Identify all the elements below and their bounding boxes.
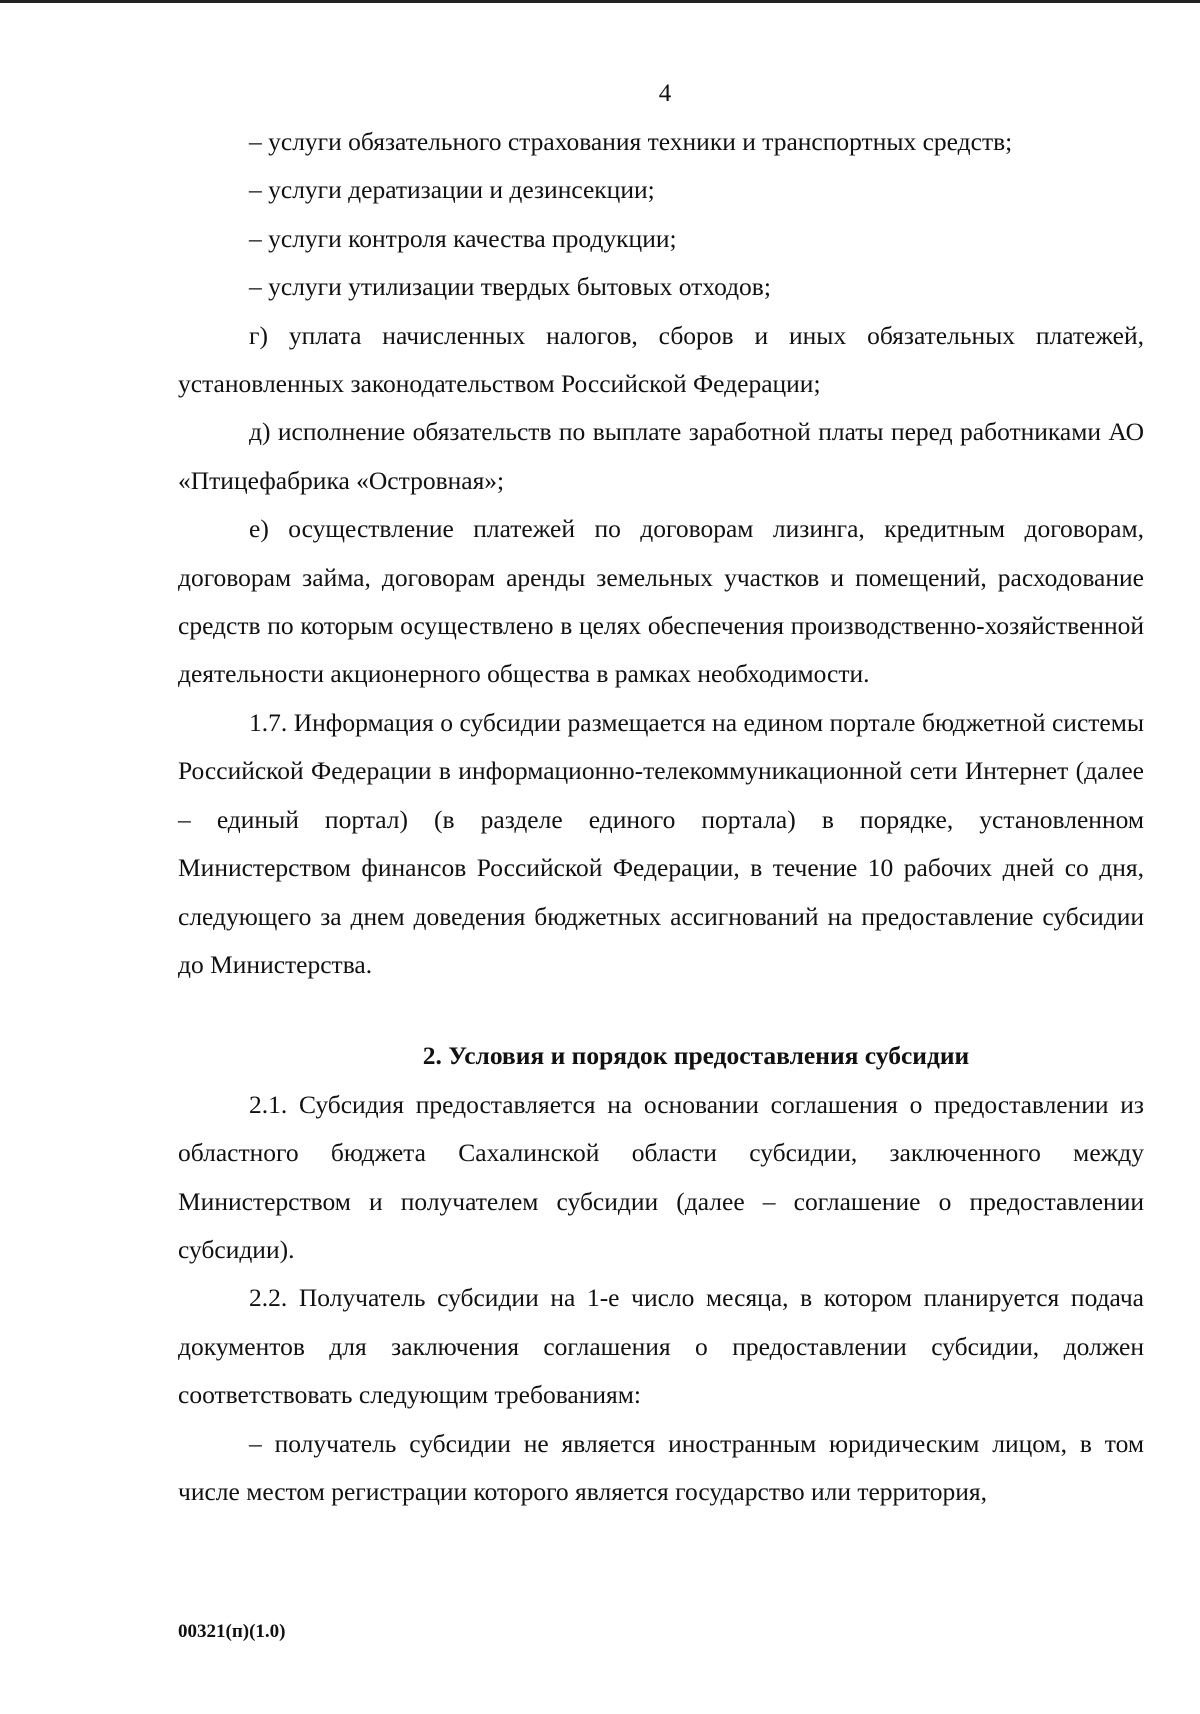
list-item-quality-control: – услуги контроля качества продукции;	[249, 223, 677, 253]
document-body	[178, 118, 1144, 1516]
paragraph-g-taxes: г) уплата начисленных налогов, сборов и иных обязательных платежей, установленных законодательством Российской Федерации;	[178, 320, 1144, 399]
list-item-waste-disposal: – услуги утилизации твердых бытовых отходов;	[249, 272, 771, 302]
section-heading: 2. Условия и порядок предоставления субсидии	[422, 1041, 970, 1071]
top-edge-line	[0, 0, 1200, 3]
paragraph-1-7-information: 1.7. Информация о субсидии размещается на едином портале бюджетной системы Российской Федерации в информационно-телекоммуникационной сети Интернет (далее – единый портал) (в разделе единого портала) в порядке, установленном Министерством финансов Российской Федерации, в течение 10 рабочих дней со дня, следующего за днем доведения бюджетных ассигнований на предоставление субсидии до Министерства.	[178, 707, 1144, 979]
list-item-deratization: – услуги дератизации и дезинсекции;	[249, 175, 655, 205]
paragraph-e-payments: е) осуществление платежей по договорам лизинга, кредитным договорам, договорам займа, договорам аренды земельных участков и помещений, расходование средств по которым осуществлено в целях обеспечения производственно-хозяйственной деятельности акционерного общества в рамках необходимости.	[178, 514, 1144, 689]
paragraph-d-salary: д) исполнение обязательств по выплате заработной платы перед работниками АО «Птицефабрика «Островная»;	[178, 417, 1144, 495]
paragraph-2-1-agreement: 2.1. Субсидия предоставляется на основании соглашения о предоставлении из областного бюджета Сахалинской области субсидии, заключенного между Министерством и получателем субсидии (далее – соглашение о предоставлении субсидии).	[178, 1089, 1144, 1264]
list-item-insurance: – услуги обязательного страхования техники и транспортных средств;	[249, 127, 1013, 156]
document-footer-code: 00321(п)(1.0)	[178, 1621, 286, 1642]
page-number: 4	[658, 80, 672, 107]
requirement-item-foreign-entity: – получатель субсидии не является иностранным юридическим лицом, в том числе местом регистрации которого является государство или территория,	[178, 1428, 1144, 1506]
paragraph-2-2-requirements: 2.2. Получатель субсидии на 1-е число месяца, в котором планируется подача документов для заключения соглашения о предоставлении субсидии, должен соответствовать следующим требованиям:	[178, 1283, 1144, 1410]
